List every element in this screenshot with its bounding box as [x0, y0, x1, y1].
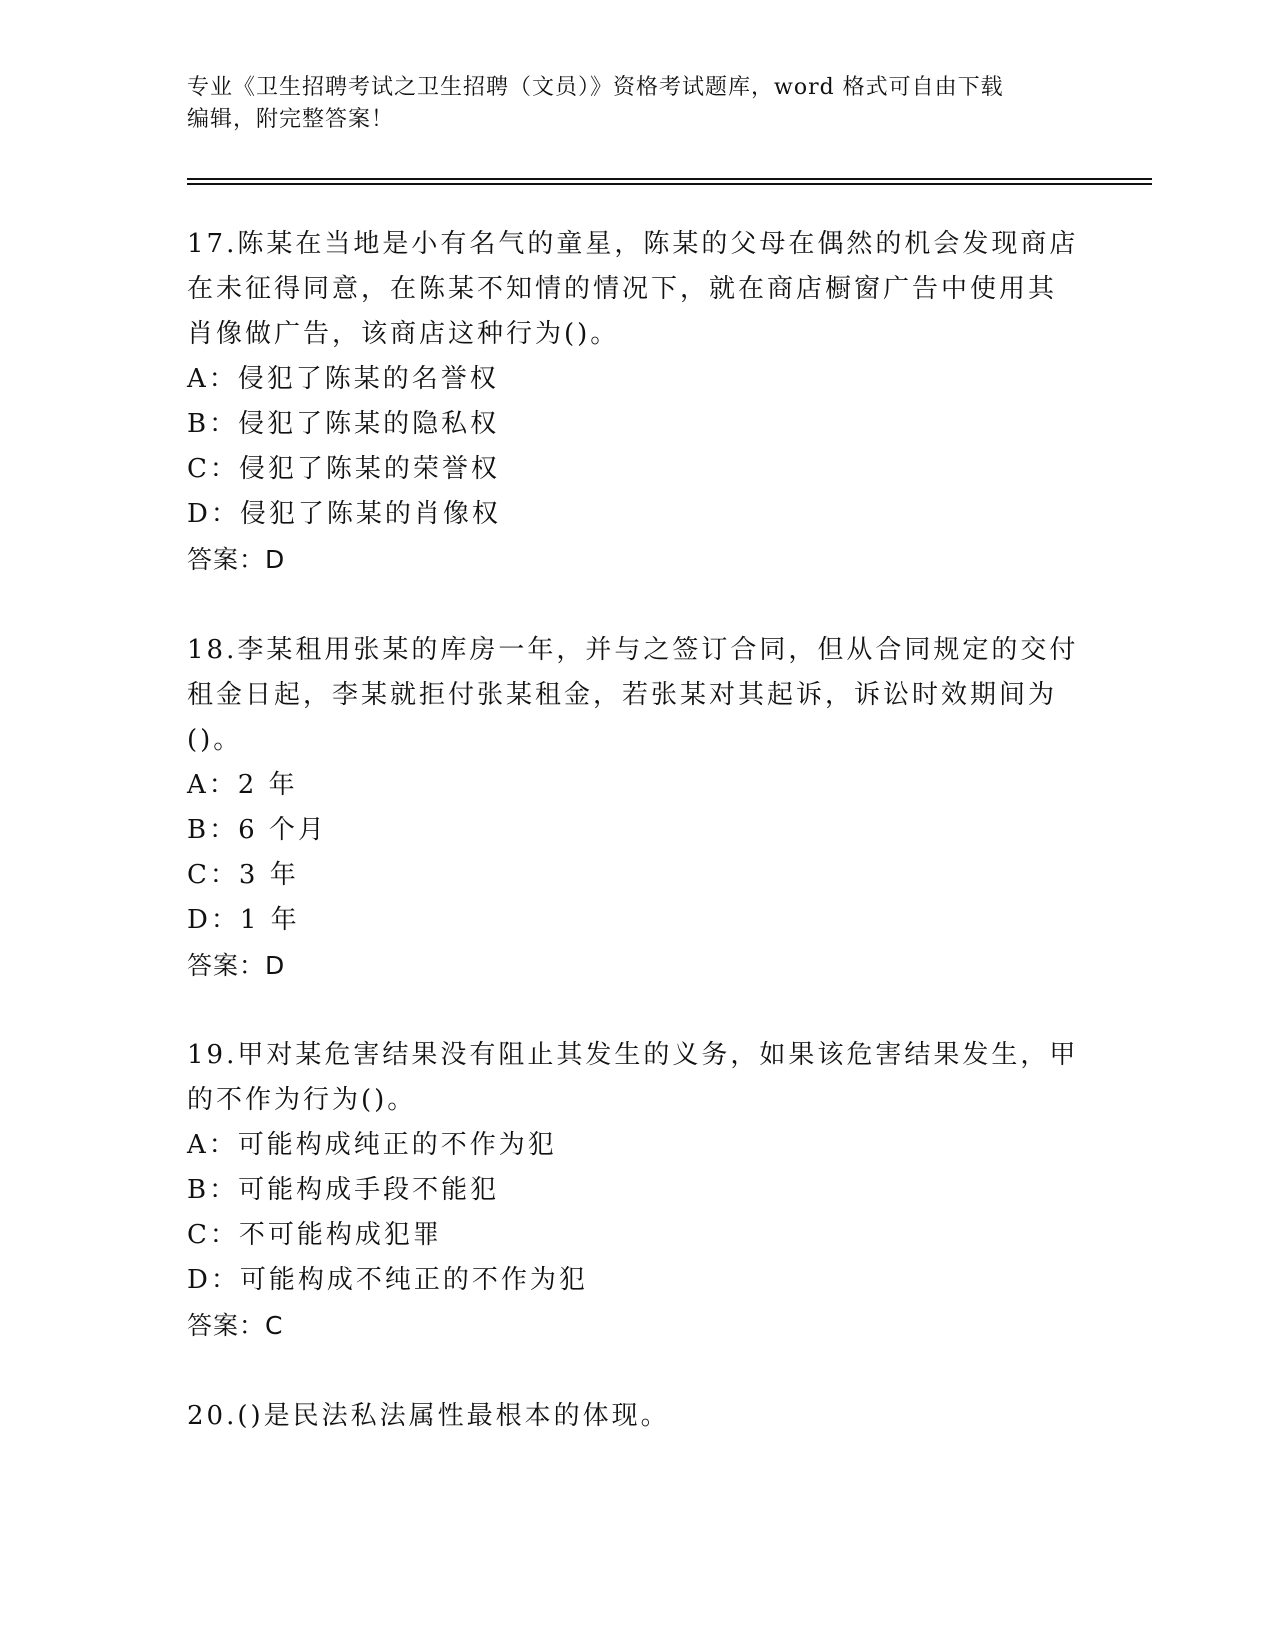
question-text-line: 肖像做广告，该商店这种行为()。: [187, 319, 620, 349]
header-divider-bottom: [187, 183, 1152, 185]
question-17: [187, 222, 1087, 582]
question-text-line: 的不作为行为()。: [187, 1085, 417, 1115]
answer: 答案：D: [187, 951, 286, 980]
question-20: [187, 1394, 1087, 1439]
option-d: D：1 年: [187, 905, 300, 935]
answer: 答案：D: [187, 545, 286, 574]
header-line-1: 专业《卫生招聘考试之卫生招聘（文员）》资格考试题库，word 格式可自由下载: [187, 75, 1004, 100]
header-divider-top: [187, 178, 1152, 180]
question-text-line: 18.李某租用张某的库房一年，并与之签订合同，但从合同规定的交付: [187, 635, 1079, 665]
question-text-line: 在未征得同意，在陈某不知情的情况下，就在商店橱窗广告中使用其: [187, 274, 1058, 304]
option-a: A：可能构成纯正的不作为犯: [187, 1130, 557, 1160]
option-b: B：6 个月: [187, 815, 327, 845]
question-text-line: 租金日起，李某就拒付张某租金，若张某对其起诉，诉讼时效期间为: [187, 680, 1058, 710]
option-a: A：侵犯了陈某的名誉权: [187, 364, 499, 394]
option-b: B：侵犯了陈某的隐私权: [187, 409, 500, 439]
question-18: [187, 628, 1087, 988]
question-text-line: 19.甲对某危害结果没有阻止其发生的义务，如果该危害结果发生，甲: [187, 1040, 1079, 1070]
option-c: C：侵犯了陈某的荣誉权: [187, 454, 500, 484]
option-d: D：侵犯了陈某的肖像权: [187, 499, 501, 529]
option-d: D：可能构成不纯正的不作为犯: [187, 1265, 588, 1295]
answer: 答案：C: [187, 1311, 284, 1340]
question-text-line: 20.()是民法私法属性最根本的体现。: [187, 1401, 670, 1431]
option-b: B：可能构成手段不能犯: [187, 1175, 500, 1205]
option-c: C：3 年: [187, 860, 299, 890]
question-19: [187, 1033, 1087, 1348]
question-text-line: ()。: [187, 725, 243, 755]
option-a: A：2 年: [187, 770, 298, 800]
document-header: [187, 72, 1067, 136]
option-c: C：不可能构成犯罪: [187, 1220, 442, 1250]
header-line-2: 编辑，附完整答案！: [187, 107, 395, 132]
question-text-line: 17.陈某在当地是小有名气的童星，陈某的父母在偶然的机会发现商店: [187, 229, 1079, 259]
